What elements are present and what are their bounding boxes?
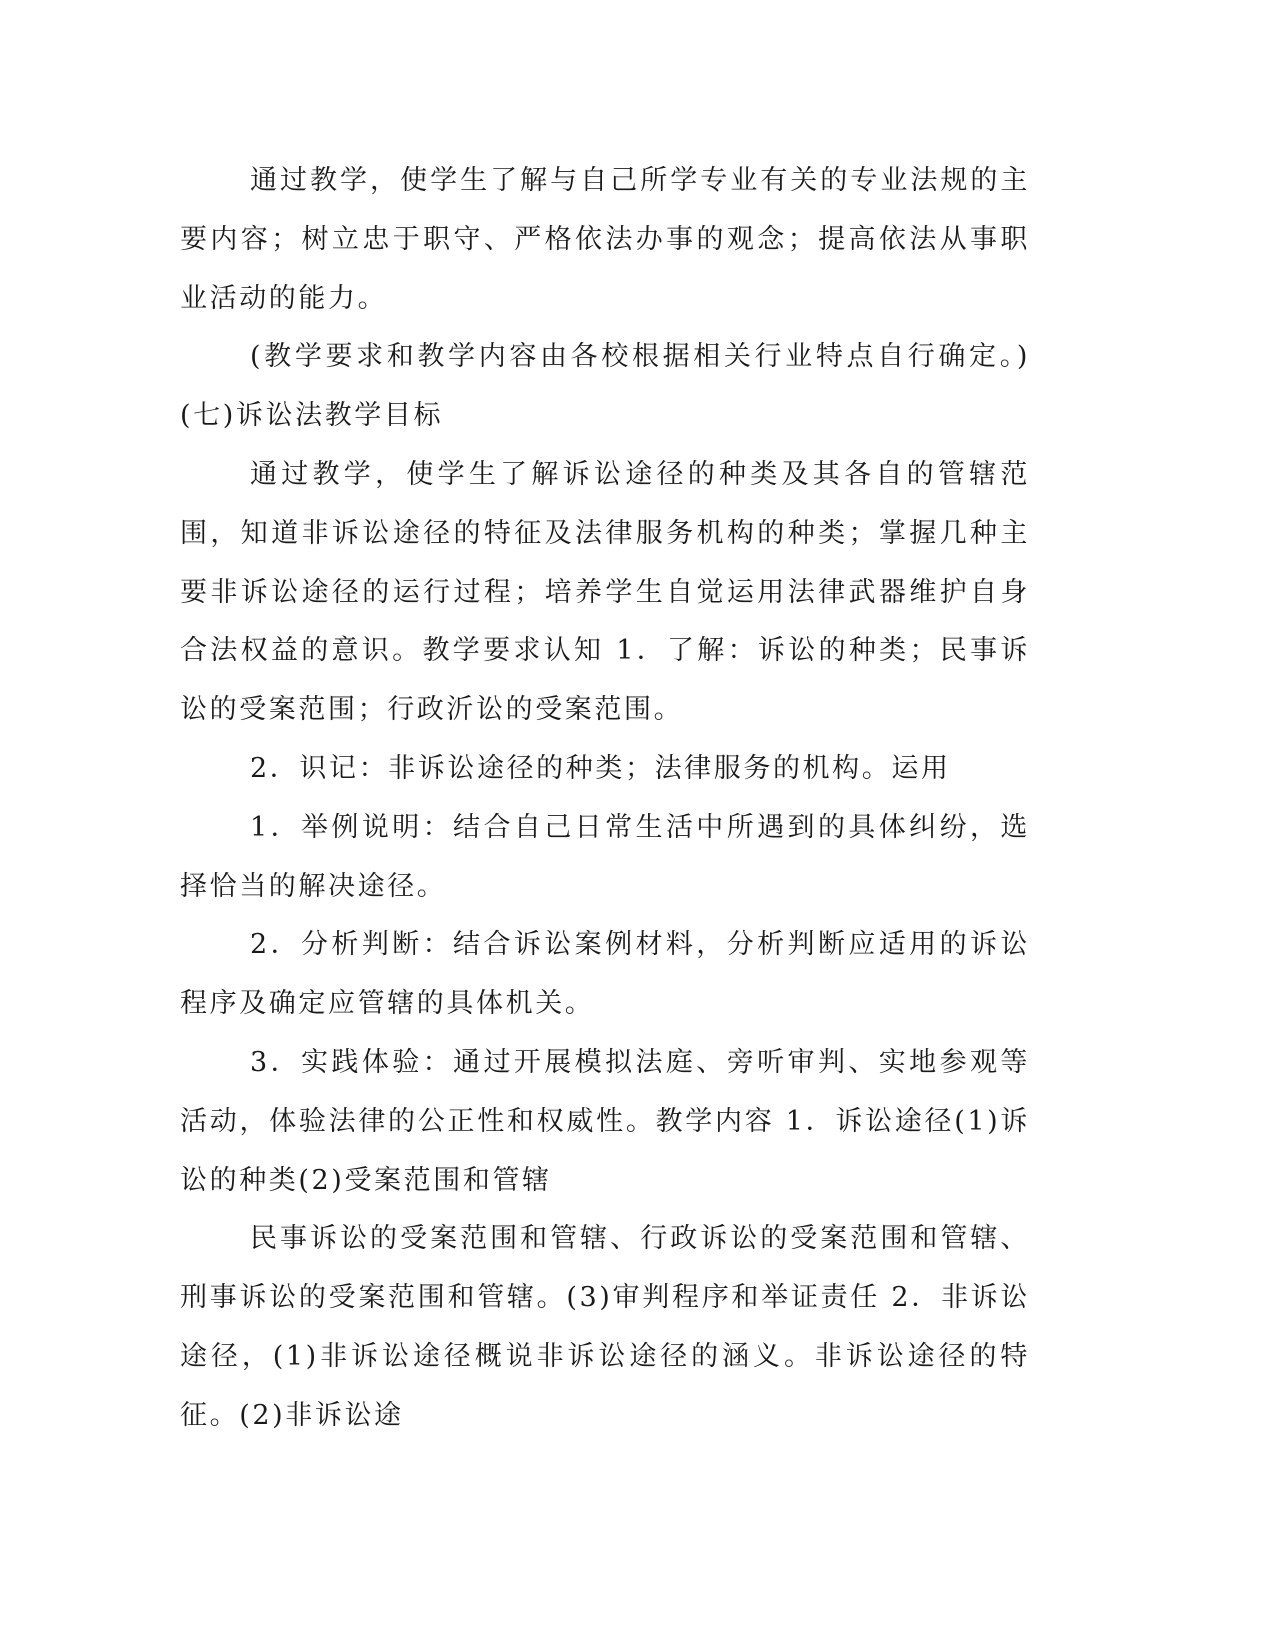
paragraph-litigation-goal: 通过教学，使学生了解诉讼途径的种类及其各自的管辖范围，知道非诉讼途径的特征及法律服务机构的种类；掌握几种主要非诉讼途径的运行过程；培养学生自觉运用法律武器维护自身合法权益的意识。教学要求认知 1．了解：诉讼的种类；民事诉讼的受案范围；行政沂讼的受案范围。 bbox=[180, 458, 1030, 726]
paragraph-analysis: 2．分析判断：结合诉讼案例材料，分析判断应适用的诉讼程序及确定应管辖的具体机关。 bbox=[180, 929, 1030, 1020]
paragraph-practice: 3．实践体验：通过开展模拟法庭、旁听审判、实地参观等活动，体验法律的公正性和权威性。教学内容 1．诉讼途径(1)诉讼的种类(2)受案范围和管辖 bbox=[180, 1046, 1030, 1196]
paragraph-memorize: 2．识记：非诉讼途径的种类；法律服务的机构。运用 bbox=[250, 752, 951, 784]
paragraph-jurisdiction: 民事诉讼的受案范围和管辖、行政诉讼的受案范围和管辖、刑事诉讼的受案范围和管辖。(3)审判程序和举证责任 2．非诉讼途径，(1)非诉讼途径概说非诉讼途径的涵义。非诉讼途径的特征。(2)非诉讼途 bbox=[180, 1223, 1030, 1431]
paragraph-note-and-heading: (教学要求和教学内容由各校根据相关行业特点自行确定。)(七)诉讼法教学目标 bbox=[180, 341, 1030, 432]
paragraph-example: 1．举例说明：结合自己日常生活中所遇到的具体纠纷，选择恰当的解决途径。 bbox=[180, 811, 1030, 902]
document-page bbox=[180, 152, 1030, 1446]
paragraph-teaching-goal: 通过教学，使学生了解与自己所学专业有关的专业法规的主要内容；树立忠于职守、严格依法办事的观念；提高依法从事职业活动的能力。 bbox=[180, 165, 1030, 314]
